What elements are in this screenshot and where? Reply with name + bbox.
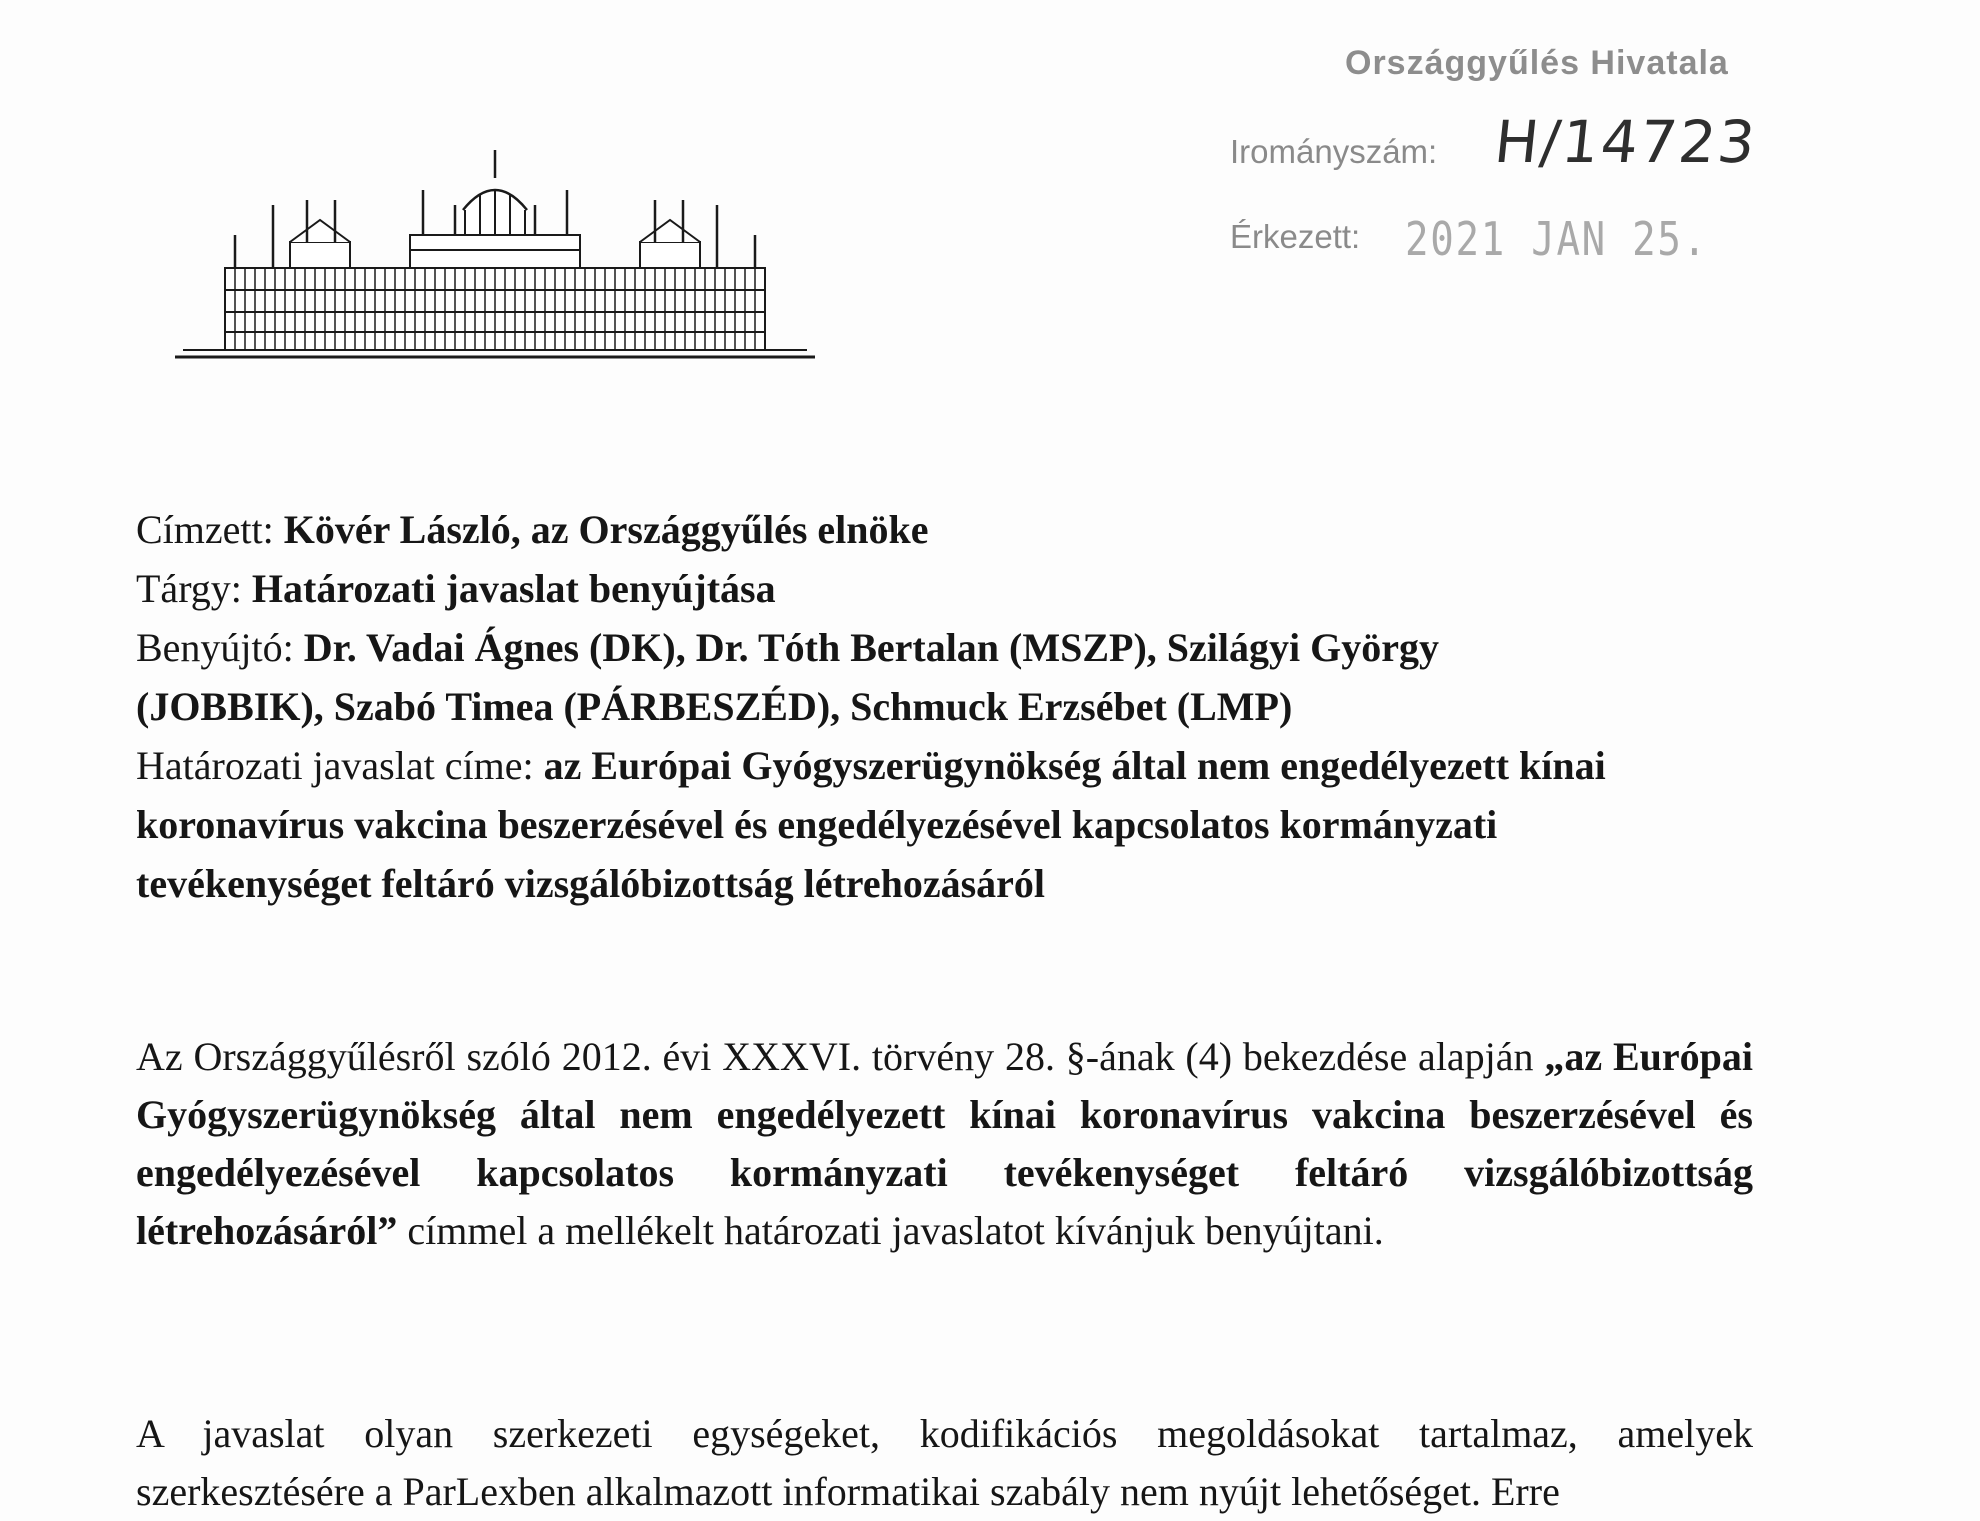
proposal-title-value-2: koronavírus vakcina beszerzésével és engedélyezésével kapcsolatos kormányzati	[136, 802, 1498, 847]
recipient-line	[136, 500, 1756, 559]
submitter-label: Benyújtó:	[136, 625, 294, 670]
proposal-title-line-3	[136, 854, 1756, 913]
submitter-line-2	[136, 677, 1756, 736]
stamp-erkezett-date: 2021 JAN 25.	[1405, 212, 1708, 266]
para1-outro: címmel a mellékelt határozati javaslatot kívánjuk benyújtani.	[397, 1208, 1384, 1253]
proposal-title-line	[136, 736, 1756, 795]
submitter-line	[136, 618, 1756, 677]
subject-label: Tárgy:	[136, 566, 242, 611]
stamp-erkezett-label: Érkezett:	[1230, 218, 1361, 255]
body-paragraph-2: A javaslat olyan szerkezeti egységeket, kodifikációs megoldásokat tartalmaz, amelyek szerkesztésére a ParLexben alkalmazott informatikai szabály nem nyújt lehetőséget. Erre	[136, 1411, 1753, 1514]
proposal-title-line-2	[136, 795, 1756, 854]
para1-title-bold: „az Európai Gyógyszerügynökség által nem engedélyezett kínai koronavírus vakcina beszerzésével és engedélyezésével kapcsolatos kormányzati tevékenységet feltáró vizsgálóbizottság létrehozásáról”	[136, 1034, 1753, 1253]
para1-intro: Az Országgyűlésről szóló 2012. évi XXXVI. törvény 28. §-ának (4) bekezdése alapján	[136, 1034, 1545, 1079]
stamp-office-name: Országgyűlés Hivatala	[1345, 44, 1729, 82]
proposal-title-value-1: az Európai Gyógyszerügynökség által nem engedélyezett kínai	[543, 743, 1606, 788]
letter-header	[136, 500, 1756, 913]
stamp-iromanyszam-value: H/14723	[1491, 108, 1761, 176]
proposal-title-label: Határozati javaslat címe:	[136, 743, 534, 788]
subject-line	[136, 559, 1756, 618]
recipient-label: Címzett:	[136, 507, 274, 552]
parliament-emblem-icon	[175, 150, 815, 365]
subject-value: Határozati javaslat benyújtása	[251, 566, 776, 611]
body-paragraph-1	[136, 1028, 1753, 1260]
proposal-title-value-3: tevékenységet feltáró vizsgálóbizottság létrehozásáról	[136, 861, 1046, 906]
stamp-iromanyszam-label: Irományszám:	[1230, 133, 1438, 170]
recipient-value: Kövér László, az Országgyűlés elnöke	[283, 507, 929, 552]
submitter-value-2: (JOBBIK), Szabó Timea (PÁRBESZÉD), Schmuck Erzsébet (LMP)	[136, 684, 1293, 729]
submitter-value-1: Dr. Vadai Ágnes (DK), Dr. Tóth Bertalan (MSZP), Szilágyi György	[303, 625, 1440, 670]
